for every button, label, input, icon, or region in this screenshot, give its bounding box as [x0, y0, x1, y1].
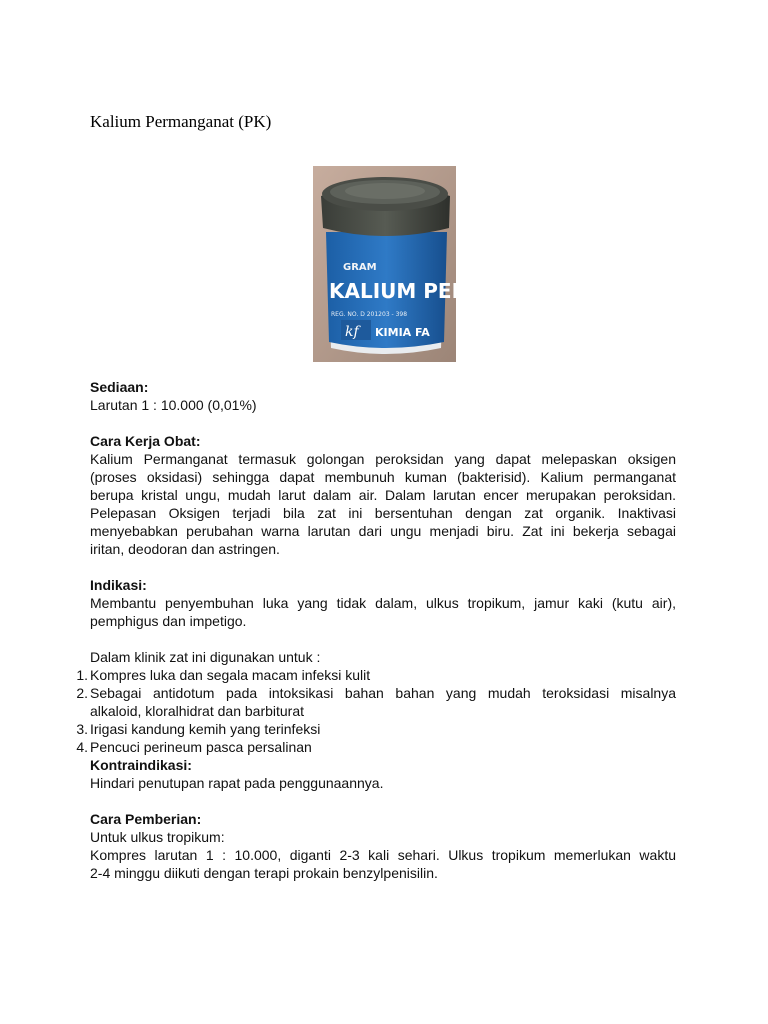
section-cara-pemberian — [90, 810, 676, 882]
photo-label-line3: REG. NO. D 201203 - 398 — [331, 311, 408, 318]
text-sediaan: Larutan 1 : 10.000 (0,01%) — [90, 397, 257, 413]
list-number: 1. — [76, 667, 88, 683]
paragraph-line: Membantu penyembuhan luka yang tidak dalam, ulkus tropikum, jamur kaki (kutu air), — [90, 595, 676, 611]
list-item-text: alkaloid, kloralhidrat dan barbiturat — [90, 703, 305, 719]
list-number: 2. — [76, 685, 88, 701]
paragraph-line: Kalium Permanganat termasuk golongan peroksidan yang dapat melepaskan oksigen — [90, 451, 676, 467]
paragraph-line: pemphigus dan impetigo. — [90, 613, 247, 629]
heading-cara-kerja: Cara Kerja Obat: — [90, 433, 201, 449]
paragraph-line: Kompres larutan 1 : 10.000, diganti 2-3 kali sehari. Ulkus tropikum memerlukan waktu — [90, 847, 676, 863]
document-body — [76, 378, 676, 900]
section-sediaan — [90, 378, 676, 414]
list-item — [76, 720, 676, 738]
indikasi-intro: Dalam klinik zat ini digunakan untuk : — [90, 649, 321, 665]
photo-brand-text: KIMIA FA — [375, 326, 430, 339]
heading-kontraindikasi: Kontraindikasi: — [90, 757, 192, 773]
text-kontraindikasi: Hindari penutupan rapat pada penggunaannya. — [90, 775, 384, 791]
paragraph-line: (proses oksidasi) sehingga dapat membunuh kuman (bakterisid). Kalium permanganat — [90, 469, 676, 485]
list-item — [76, 666, 676, 684]
section-kontraindikasi — [90, 756, 676, 792]
photo-label-line1: GRAM — [343, 262, 377, 273]
list-item-text: Irigasi kandung kemih yang terinfeksi — [90, 721, 321, 737]
photo-brand-logo: kf — [345, 324, 359, 340]
list-item — [76, 684, 676, 720]
list-number: 4. — [76, 739, 88, 755]
paragraph-line: Pelepasan Oksigen terjadi bila zat ini bersentuhan dengan zat organik. Inaktivasi — [90, 505, 676, 521]
paragraph-line: iritan, deodoran dan astringen. — [90, 541, 280, 557]
photo-label-line2: KALIUM PERM — [329, 279, 487, 303]
list-item-text: Pencuci perineum pasca persalinan — [90, 739, 312, 755]
subheading-cara-pemberian: Untuk ulkus tropikum: — [90, 829, 225, 845]
document-title: Kalium Permanganat (PK) — [90, 112, 272, 131]
indikasi-list — [76, 666, 676, 756]
section-indikasi — [90, 576, 676, 630]
section-cara-kerja — [90, 432, 676, 558]
product-photo — [313, 166, 487, 362]
product-jar-image — [313, 166, 487, 362]
heading-cara-pemberian: Cara Pemberian: — [90, 811, 202, 827]
paragraph-line: berupa kristal ungu, mudah larut dalam air. Dalam larutan encer merupakan peroksidan. — [90, 487, 676, 503]
list-number: 3. — [76, 721, 88, 737]
list-item — [76, 738, 676, 756]
paragraph-line: 2-4 minggu diikuti dengan terapi prokain benzylpenisilin. — [90, 865, 438, 881]
heading-indikasi: Indikasi: — [90, 577, 147, 593]
list-item-text: Sebagai antidotum pada intoksikasi bahan bahan yang mudah teroksidasi misalnya — [90, 685, 676, 701]
paragraph-line: menyebabkan perubahan warna larutan dari ungu menjadi biru. Zat ini bekerja sebagai — [90, 523, 676, 539]
heading-sediaan: Sediaan: — [90, 379, 149, 395]
list-item-text: Kompres luka dan segala macam infeksi kulit — [90, 667, 371, 683]
